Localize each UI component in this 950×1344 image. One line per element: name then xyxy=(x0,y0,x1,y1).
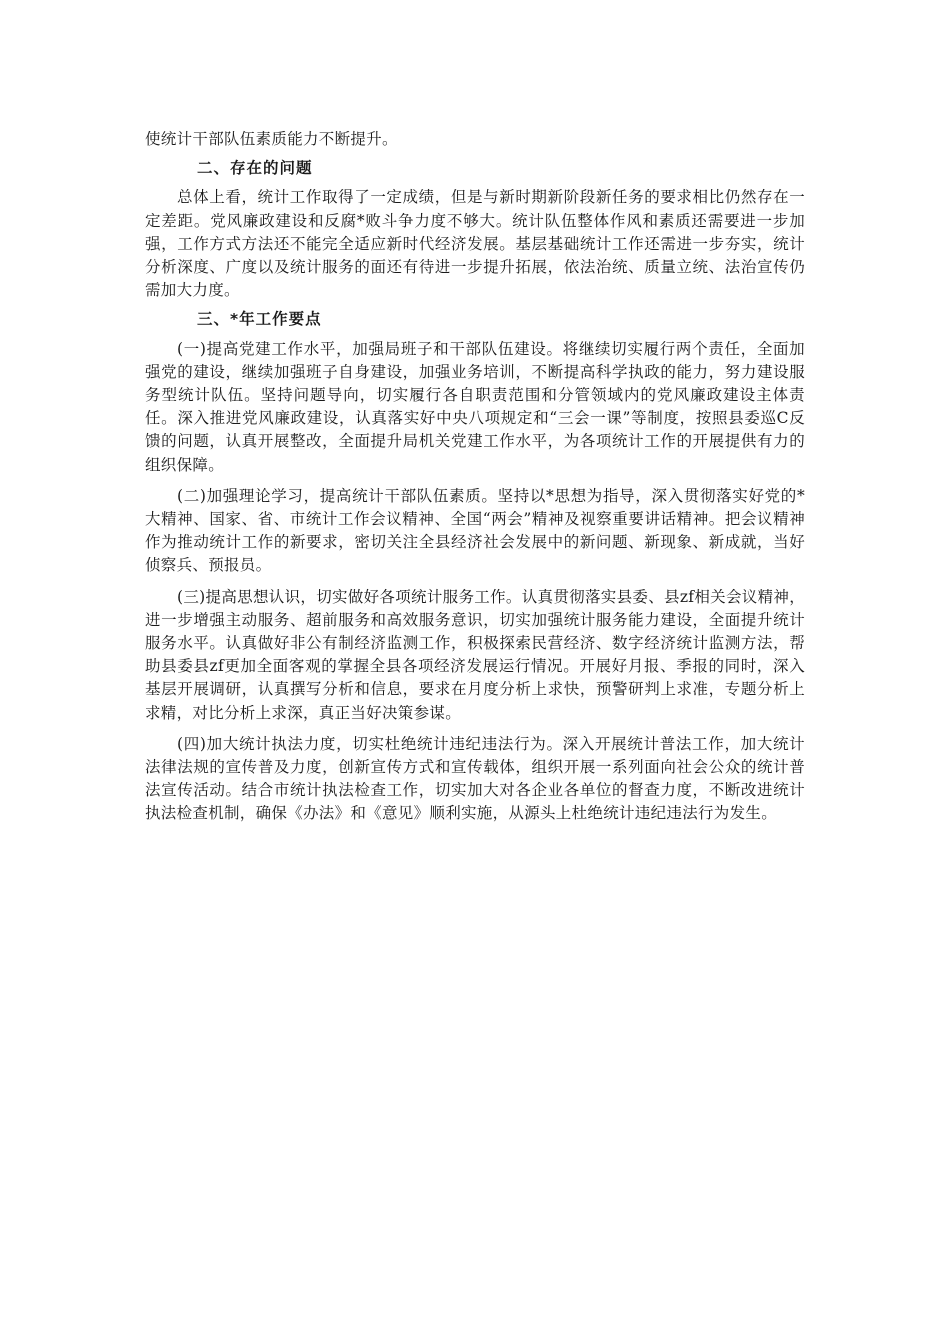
work-point-item-3: (三)提高思想认识，切实做好各项统计服务工作。认真贯彻落实县委、县zf相关会议精神，进一步增强主动服务、超前服务和高效服务意识，切实加强统计服务能力建设，全面提升统计服务水平。认真做好非公有制经济监测工作，积极探索民营经济、数字经济统计监测方法，帮助县委县zf更加全面客观的掌握全县各项经济发展运行情况。开展好月报、季报的同时，深入基层开展调研，认真撰写分析和信息，要求在月度分析上求快，预警研判上求准，专题分析上求精，对比分析上求深，真正当好决策参谋。 xyxy=(145,587,805,722)
work-point-item-1: (一)提高党建工作水平，加强局班子和干部队伍建设。将继续切实履行两个责任，全面加强党的建设，继续加强班子自身建设，加强业务培训，不断提高科学执政的能力，努力建设服务型统计队伍。坚持问题导向，切实履行各自职责范围和分管领域内的党风廉政建设主体责任。深入推进党风廉政建设，认真落实好中央八项规定和“三会一课”等制度，按照县委巡C反馈的问题，认真开展整改，全面提升局机关党建工作水平，为各项统计工作的开展提供有力的组织保障。 xyxy=(145,339,805,474)
problems-paragraph: 总体上看，统计工作取得了一定成绩，但是与新时期新阶段新任务的要求相比仍然存在一定差距。党风廉政建设和反腐*败斗争力度不够大。统计队伍整体作风和素质还需要进一步加强，工作方式方法还不能完全适应新时代经济发展。基层基础统计工作还需进一步夯实，统计分析深度、广度以及统计服务的面还有待进一步提升拓展，依法治统、质量立统、法治宣传仍需加大力度。 xyxy=(145,188,805,300)
document-page xyxy=(145,128,805,826)
work-point-item-2: (二)加强理论学习，提高统计干部队伍素质。坚持以*思想为指导，深入贯彻落实好党的*大精神、国家、省、市统计工作会议精神、全国“两会”精神及视察重要讲话精神。把会议精神作为推动统计工作的新要求，密切关注全县经济社会发展中的新问题、新现象、新成就，当好侦察兵、预报员。 xyxy=(145,486,805,575)
section-heading-problems: 二、存在的问题 xyxy=(197,159,313,178)
work-point-item-4: (四)加大统计执法力度，切实杜绝统计违纪违法行为。深入开展统计普法工作，加大统计法律法规的宣传普及力度，创新宣传方式和宣传载体，组织开展一系列面向社会公众的统计普法宣传活动。结合市统计执法检查工作，切实加大对各企业各单位的督查力度，不断改进统计执法检查机制，确保《办法》和《意见》顺利实施，从源头上杜绝统计违纪违法行为发生。 xyxy=(145,734,805,823)
section-heading-work-points: 三、*年工作要点 xyxy=(197,310,322,329)
lead-paragraph: 使统计干部队伍素质能力不断提升。 xyxy=(145,130,398,148)
